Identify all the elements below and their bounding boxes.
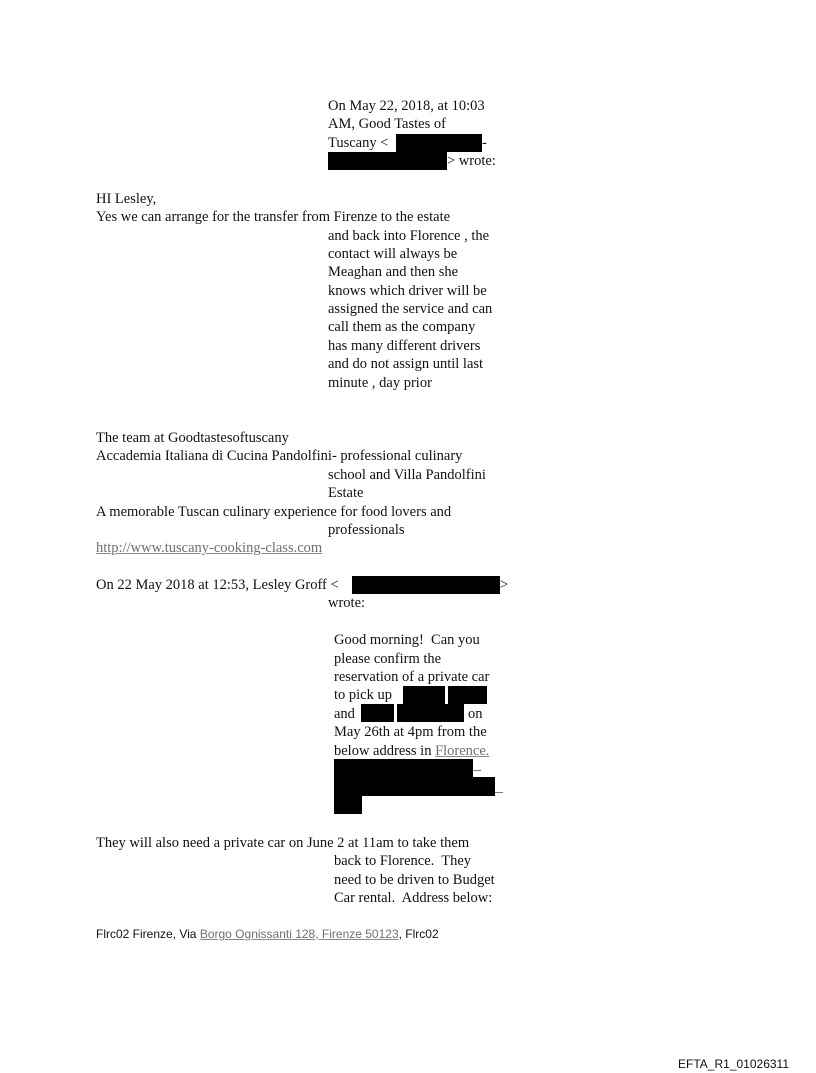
redaction-block bbox=[396, 134, 482, 152]
underline-fragment bbox=[473, 770, 481, 771]
quote-header-line-3: Tuscany < bbox=[328, 135, 389, 151]
reply-line: Meaghan and then she bbox=[328, 264, 459, 280]
redaction-block bbox=[352, 576, 500, 594]
quote2-line-1: On 22 May 2018 at 12:53, Lesley Groff < bbox=[96, 577, 339, 593]
florence-link[interactable]: Florence. bbox=[435, 743, 490, 759]
reply-line: call them as the company bbox=[328, 319, 476, 335]
reply-line: and back into Florence , the bbox=[328, 228, 490, 244]
redaction-block bbox=[403, 686, 445, 704]
reply-line: knows which driver will be bbox=[328, 283, 487, 299]
quote-header-line-4: > wrote: bbox=[447, 153, 496, 169]
underline-fragment bbox=[495, 792, 503, 793]
reply-line: contact will always be bbox=[328, 246, 458, 262]
inner-and-text: and bbox=[334, 706, 355, 722]
inner-on-text: on bbox=[468, 706, 483, 722]
signature-line: Estate bbox=[328, 485, 364, 501]
signature-line: A memorable Tuscan culinary experience for food lovers and bbox=[96, 504, 452, 520]
reply-line: Yes we can arrange for the transfer from Firenze to the estate bbox=[96, 209, 451, 225]
address-suffix: , Flrc02 bbox=[398, 927, 439, 941]
followup-line: Car rental. Address below: bbox=[334, 890, 493, 906]
quote-header-line-2: AM, Good Tastes of bbox=[328, 116, 446, 132]
inner-line: reservation of a private car bbox=[334, 669, 490, 685]
address-link[interactable]: Borgo Ognissanti 128, Firenze 50123 bbox=[199, 927, 399, 941]
document-id: EFTA_R1_01026311 bbox=[678, 1057, 789, 1071]
inner-date-line: May 26th at 4pm from the bbox=[334, 724, 487, 740]
redaction-trailing-dash: - bbox=[482, 135, 487, 151]
quote-header-line-1: On May 22, 2018, at 10:03 bbox=[328, 98, 485, 114]
reply-greeting: HI Lesley, bbox=[96, 191, 157, 207]
address-line bbox=[96, 926, 439, 942]
inner-address-line bbox=[334, 742, 489, 760]
signature-line: school and Villa Pandolfini bbox=[328, 467, 486, 483]
address-prefix: Flrc02 Firenze, Via bbox=[96, 927, 200, 941]
quote2-line-1-suffix: > bbox=[500, 577, 509, 593]
reply-line: minute , day prior bbox=[328, 375, 432, 391]
reply-line: has many different drivers bbox=[328, 338, 481, 354]
inner-pickup-text: to pick up bbox=[334, 687, 392, 703]
followup-line: back to Florence. They bbox=[334, 853, 472, 869]
inner-line: Good morning! Can you bbox=[334, 632, 480, 648]
followup-line: need to be driven to Budget bbox=[334, 872, 495, 888]
signature-line: Accademia Italiana di Cucina Pandolfini- professional culinary bbox=[96, 448, 463, 464]
reply-line: and do not assign until last bbox=[328, 356, 484, 372]
redaction-block bbox=[328, 152, 447, 170]
signature-line: professionals bbox=[328, 522, 405, 538]
inner-line: please confirm the bbox=[334, 651, 442, 667]
redaction-block bbox=[334, 759, 473, 778]
redaction-block bbox=[448, 686, 487, 704]
redaction-block bbox=[334, 777, 495, 796]
redaction-block bbox=[361, 704, 394, 722]
redaction-block bbox=[397, 704, 464, 722]
followup-line: They will also need a private car on June 2 at 11am to take them bbox=[96, 835, 470, 851]
inner-address-prefix: below address in bbox=[334, 743, 436, 759]
quote2-line-2: wrote: bbox=[328, 595, 366, 611]
redaction-block bbox=[334, 796, 362, 814]
reply-line: assigned the service and can bbox=[328, 301, 493, 317]
website-link[interactable]: http://www.tuscany-cooking-class.com bbox=[96, 540, 323, 556]
signature-line: The team at Goodtastesoftuscany bbox=[96, 430, 289, 446]
